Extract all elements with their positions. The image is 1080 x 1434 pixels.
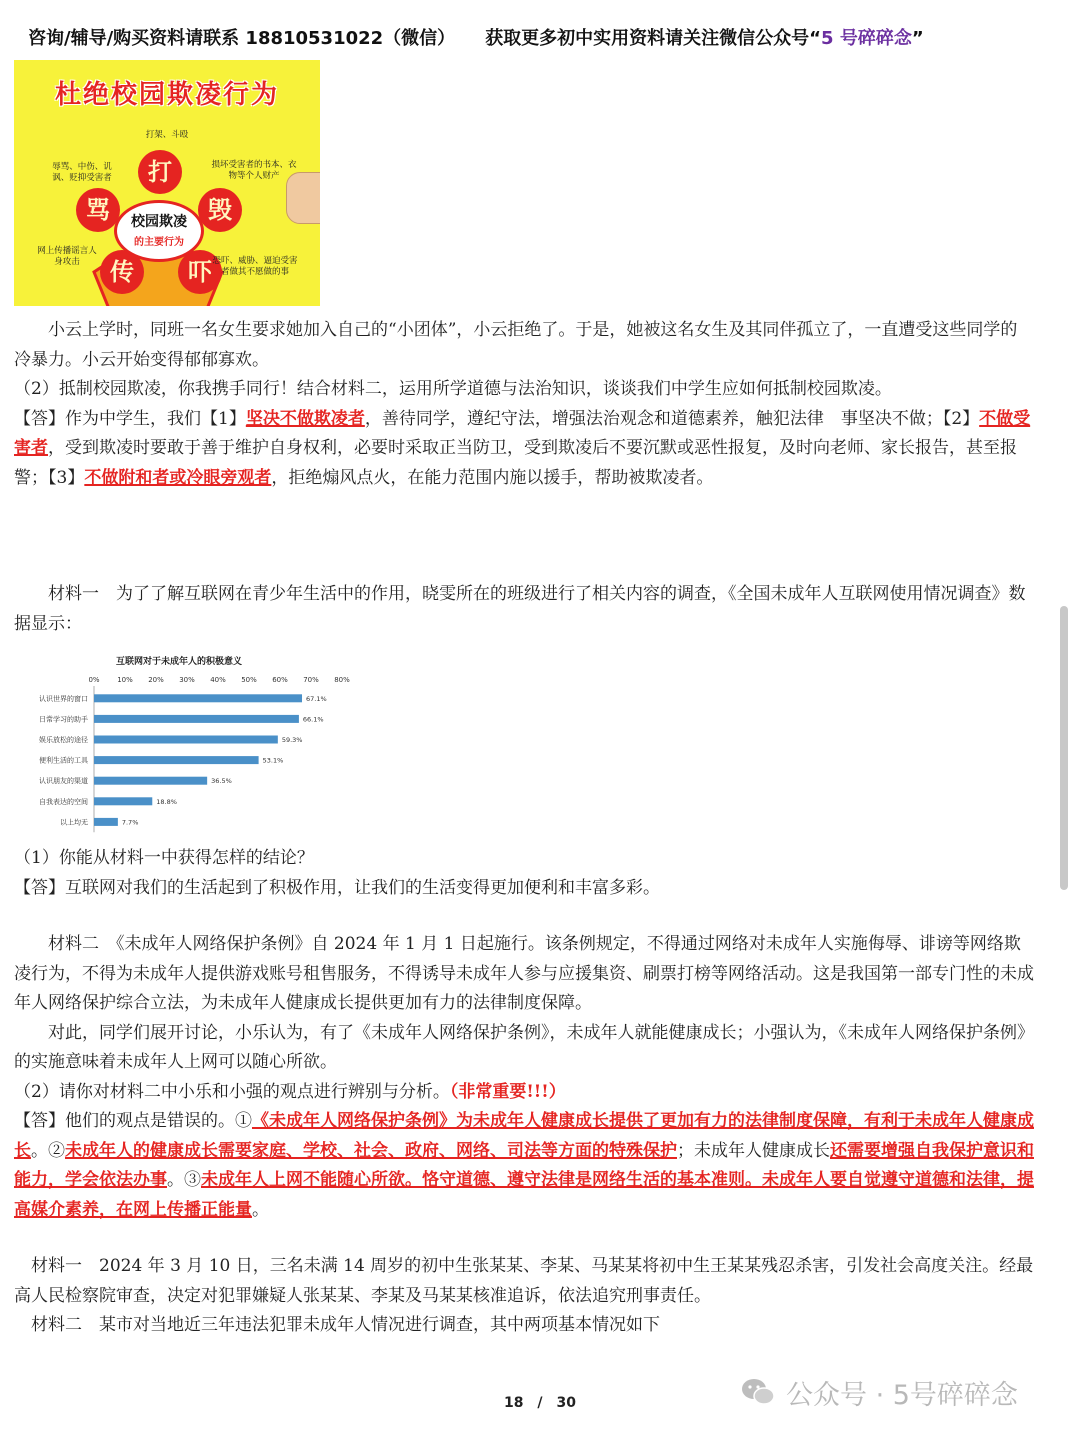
x-tick-label: 50% — [241, 676, 257, 684]
poster-title: 杜绝校园欺凌行为 — [54, 80, 279, 110]
x-tick-label: 0% — [88, 676, 100, 684]
chart-title: 互联网对于未成年人的积极意义 — [116, 657, 243, 667]
section-bullying — [14, 316, 1034, 493]
answer-2b-lead: 【答】他们的观点是错误的。① — [14, 1111, 252, 1131]
contact-text: 咨询/辅导/购买资料请联系 18810531022（微信） — [28, 28, 456, 49]
chart-svg — [24, 648, 364, 836]
x-tick-label: 60% — [272, 676, 288, 684]
answer-2b-point-4: 未成年人上网不能随心所欲。恪守道德、遵守法律是网络生活的基本准则。未成年人要自觉遵守道德和法律，提高媒介素养，在网上传播正能量 — [14, 1170, 1034, 1220]
bar — [94, 694, 302, 702]
follow-text: 获取更多初中实用资料请关注微信公众号“ — [485, 28, 822, 49]
bar — [94, 736, 278, 744]
poster-center-main: 校园欺凌 — [131, 214, 187, 230]
value-label: 66.1% — [302, 715, 324, 724]
value-label: 18.8% — [156, 797, 177, 806]
answer-1: 【答】互联网对我们的生活起到了积极作用，让我们的生活变得更加便利和丰富多彩。 — [14, 877, 660, 898]
poster-center-sub: 的主要行为 — [134, 237, 184, 248]
poster-char-destroy: 毁 — [198, 188, 242, 232]
poster-center — [114, 200, 204, 262]
poster-char-curse: 骂 — [76, 188, 120, 232]
bar — [94, 797, 152, 805]
crime-material-2: 材料二 某市对当地近三年违法犯罪未成年人情况进行调查，其中两项基本情况如下 — [31, 1315, 660, 1335]
key-point-3: 不做附和者或冷眼旁观者 — [84, 467, 272, 488]
internet-benefit-chart — [24, 648, 364, 836]
x-tick-label: 30% — [179, 676, 195, 684]
answer-2b-sep-1: 。② — [31, 1140, 65, 1161]
section-online-protection — [14, 930, 1034, 1225]
x-tick-label: 40% — [210, 676, 226, 684]
category-label: 以上均无 — [60, 818, 88, 827]
x-tick-label: 70% — [303, 676, 319, 684]
answer-2b-point-2: 未成年人的健康成长需要家庭、学校、社会、政府、网络、司法等方面的特殊保护 — [65, 1140, 677, 1161]
x-tick-label: 10% — [117, 676, 133, 684]
category-label: 自我表达的空间 — [39, 797, 88, 806]
label-bottom-right: 恐吓、威胁、逼迫受害者做其不愿做的事 — [212, 256, 298, 277]
x-tick-label: 80% — [334, 676, 350, 684]
anti-bullying-poster — [14, 60, 320, 306]
question-1: （1）你能从材料一中获得怎样的结论？ — [14, 848, 314, 868]
quote-close: ” — [911, 28, 924, 49]
bar — [94, 777, 207, 785]
answer-2b-sep-2: ；未成年人健康成长 — [677, 1140, 830, 1161]
answer-2b-point-3: 还需要增强自我保护意识和能力，学会依法办事 — [14, 1140, 1034, 1190]
bar — [94, 818, 118, 826]
section-internet-material — [14, 580, 1034, 639]
label-bottom-left: 网上传播谣言人身攻击 — [37, 246, 97, 267]
answer-2b-sep-3: 。③ — [167, 1170, 201, 1190]
watermark-text: 公众号 · 5号碎碎念 — [786, 1379, 1018, 1411]
bar — [94, 715, 299, 723]
answer-paragraph — [14, 405, 1034, 494]
key-point-1: 坚决不做欺凌者 — [245, 408, 365, 429]
answer-2b-end: 。 — [252, 1199, 269, 1220]
poster-char-hit: 打 — [138, 150, 182, 194]
category-label: 便利生活的工具 — [39, 756, 88, 765]
value-label: 67.1% — [306, 694, 327, 703]
category-label: 认识朋友的渠道 — [39, 777, 88, 786]
material-1-paragraph: 材料一 为了了解互联网在青少年生活中的作用，晓雯所在的班级进行了相关内容的调查，《全国未成年人互联网使用情况调查》数据显示： — [14, 584, 1026, 634]
label-left: 辱骂、中伤、讥讽、贬抑受害者 — [52, 162, 112, 183]
answer-2b-point-1: 《未成年人网络保护条例》为未成年人健康成长提供了更加有力的法律制度保障，有利于未成年人健康成长 — [14, 1111, 1034, 1161]
answer-mid-2: ，受到欺凌时要敢于善于维护自身权利，必要时采取正当防卫，受到欺凌后不要沉默或恶性报复，及时向老师、家长报告，甚至报警；【3】 — [14, 438, 1017, 488]
answer-mid-1: ，善待同学，遵纪守法，增强法治观念和道德素养，触犯法律 事坚决不做；【2】 — [364, 408, 980, 429]
question-2b-text: （2）请你对材料二中小乐和小强的观点进行辨别与分析。 — [14, 1081, 450, 1102]
discussion-paragraph: 对此，同学们展开讨论，小乐认为，有了《未成年人网络保护条例》，未成年人就能健康成长；小强认为，《未成年人网络保护条例》的实施意味着未成年人上网可以随心所欲。 — [14, 1022, 1034, 1072]
story-paragraph: 小云上学时，同班一名女生要求她加入自己的“小团体”，小云拒绝了。于是，她被这名女生及其同伴孤立了，一直遭受这些同学的冷暴力。小云开始变得郁郁寡欢。 — [14, 320, 1018, 370]
scrollbar-thumb[interactable] — [1060, 606, 1068, 890]
poster-char-spread: 传 — [100, 250, 144, 294]
wechat-icon — [740, 1377, 776, 1407]
category-label: 认识世界的窗口 — [39, 694, 88, 703]
category-label: 娱乐放松的途径 — [39, 736, 88, 744]
wechat-watermark — [740, 1372, 1018, 1412]
key-point-2: 不做受害者 — [14, 408, 1031, 458]
question-2: （2）抵制校园欺凌，你我携手同行！结合材料二，运用所学道德与法治知识，谈谈我们中学生应如何抵制校园欺凌。 — [14, 379, 892, 399]
material-2-paragraph: 材料二 《未成年人网络保护条例》自 2024 年 1 月 1 日起施行。该条例规定，不得通过网络对未成年人实施侮辱、诽谤等网络欺凌行为，不得为未成年人提供游戏账号租售服务，不得诱导未成年人参与应援集资、刷票打榜等网络活动。这是我国第一部专门性的未成年人网络保护综合立法，为未成年人健康成长提供更加有力的法律制度保障。 — [14, 934, 1034, 1013]
crime-material-1: 材料一 2024 年 3 月 10 日，三名未满 14 周岁的初中生张某某、李某、马某某将初中生王某某残忍杀害，引发社会高度关注。经最高人民检察院审查，决定对犯罪嫌疑人张某某、李某及马某某核准追诉，依法追究刑事责任。 — [14, 1256, 1034, 1306]
bar — [94, 756, 259, 764]
page-number: 18 / 30 — [503, 1395, 577, 1411]
section-juvenile-crime — [14, 1252, 1034, 1341]
answer-end: ，拒绝煽风点火，在能力范围内施以援手，帮助被欺凌者。 — [271, 467, 714, 488]
section-internet-qa — [14, 844, 1034, 903]
label-top: 打架、斗殴 — [145, 130, 189, 140]
answer-lead: 【答】作为中学生，我们【1】 — [14, 408, 246, 429]
value-label: 53.1% — [262, 756, 284, 765]
value-label: 7.7% — [121, 818, 139, 827]
question-2b — [14, 1078, 1034, 1108]
x-tick-label: 20% — [148, 676, 164, 684]
poster-char-scare: 吓 — [178, 250, 222, 294]
brand-name: 5 号碎碎念 — [821, 28, 912, 49]
page-header — [28, 24, 1058, 50]
label-right: 损坏受害者的书本、衣物等个人财产 — [211, 160, 297, 181]
answer-2b — [14, 1107, 1034, 1225]
important-note: （非常重要!!!） — [449, 1081, 566, 1102]
value-label: 36.5% — [211, 777, 232, 786]
value-label: 59.3% — [281, 736, 303, 744]
category-label: 日常学习的助手 — [39, 715, 88, 724]
